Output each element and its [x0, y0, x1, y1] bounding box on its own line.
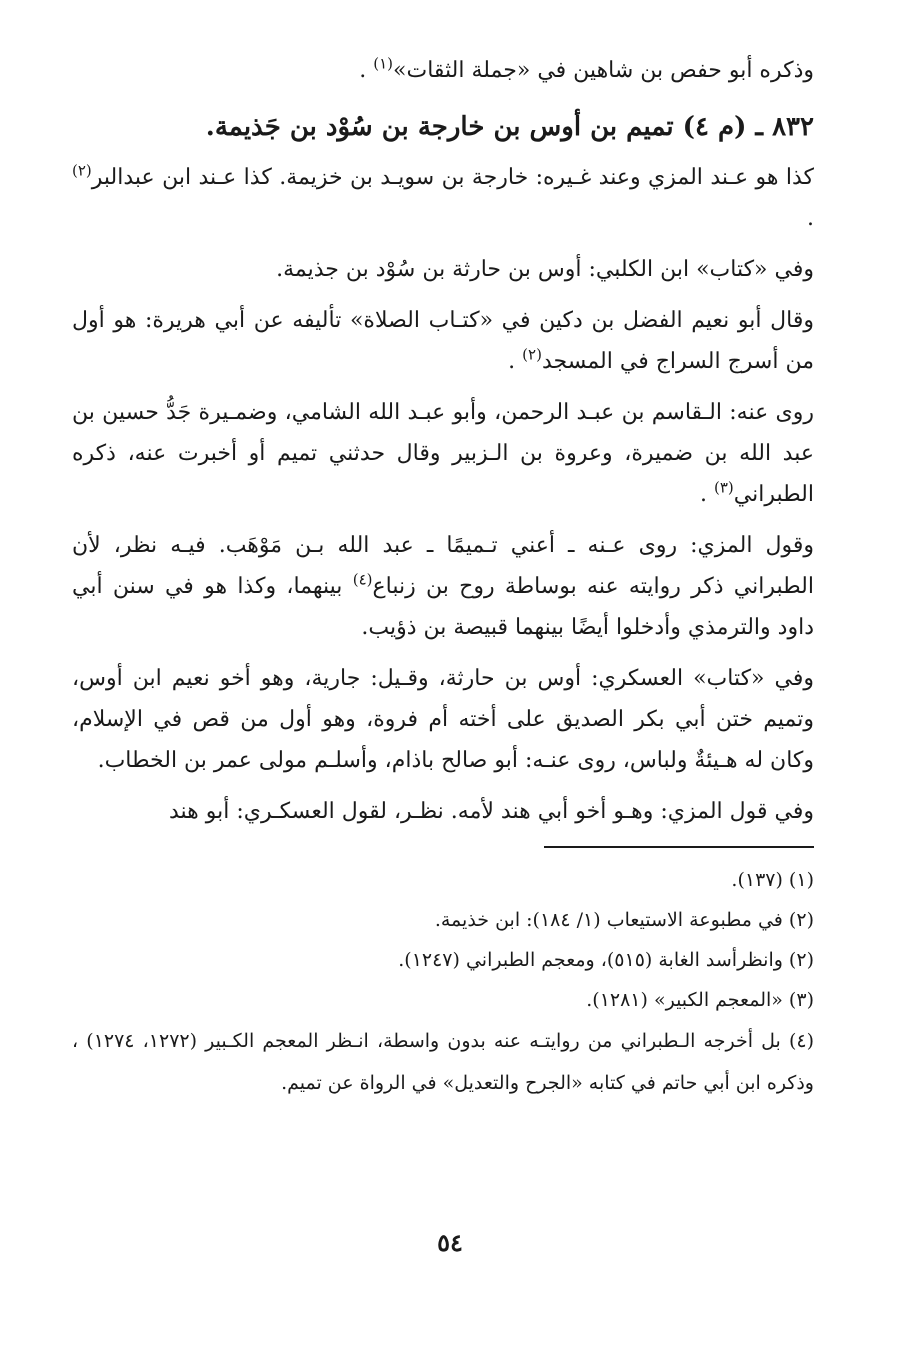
paragraph-3 [72, 300, 814, 382]
paragraph-text: روى عنه: الـقاسم بن عبـد الرحمن، وأبو عبـد الله الشامي، وضمـيرة جَدُّ حسين بن عبد الله بن ضميرة، وعروة بن الـزبير وقال حدثني تميم أو أخبرت عنه، ذكره الطبراني [72, 400, 814, 507]
paragraph-text: وذكره أبو حفص بن شاهين في «جملة الثقات» [393, 58, 814, 83]
footnote-ref[interactable]: (٢) [522, 345, 542, 364]
page-body [72, 50, 814, 1104]
paragraph-1 [72, 157, 814, 239]
paragraph-6 [72, 658, 814, 781]
footnote-ref[interactable]: (٤) [352, 570, 373, 589]
paragraph-2 [72, 249, 814, 290]
footnote-3: (٣) «المعجم الكبير» (١٢٨١). [586, 989, 814, 1011]
paragraph-intro [72, 50, 814, 91]
paragraph-tail: . [508, 349, 523, 374]
paragraph-text: وقول المزي: روى عـنه ـ أعني تـميمًا ـ عبد الله بـن مَوْهَب. فيـه نظر، لأن الطبراني ذكر روايته عنه بوساطة روح بن زنباع [72, 533, 814, 599]
footnotes [72, 860, 814, 1104]
paragraph-text: وفي «كتاب» ابن الكلبي: أوس بن حارثة بن سُوْد بن جذيمة. [276, 257, 814, 282]
paragraph-5 [72, 525, 814, 648]
footnote-divider [544, 846, 814, 848]
paragraph-text: وقال أبو نعيم الفضل بن دكين في «كتـاب الصلاة» تأليفه عن أبي هريرة: هو أول من أسرج السراج في المسجد [72, 308, 814, 374]
paragraph-text: وفي قول المزي: وهـو أخو أبي هند لأمه. نظـر، لقول العسكـري: أبو هند [168, 799, 814, 824]
footnote-2: (٢) في مطبوعة الاستيعاب (١/ ١٨٤): ابن خذيمة. [434, 909, 814, 931]
paragraph-tail: . [700, 482, 714, 507]
footnote-ref[interactable]: (١) [373, 54, 394, 73]
footnote-2b: (٢) وانظرأسد الغابة (٥١٥)، ومعجم الطبراني (١٢٤٧). [398, 949, 814, 971]
footnote-4: (٤) بل أخرجه الـطبراني من روايتـه عنه بدون واسطة، انـظر المعجم الكـبير (١٢٧٢، ١٢٧٤) ، وذكره ابن أبي حاتم في كتابه «الجرح والتعديل» في الرواة عن تميم. [72, 1030, 814, 1094]
paragraph-tail: بينهما، وكذا هو في سنن أبي داود والترمذي وأدخلوا أيضًا بينهما قبيصة بن ذؤيب. [72, 574, 814, 640]
paragraph-tail: . [807, 206, 814, 231]
footnote-ref[interactable]: (٢) [72, 161, 92, 180]
paragraph-tail: . [359, 58, 374, 83]
paragraph-7 [72, 791, 814, 832]
entry-heading: ٨٣٢ ـ (م ٤) تميم بن أوس بن خارجة بن سُوْد بن جَذيمة. [205, 112, 814, 142]
paragraph-4 [72, 392, 814, 515]
paragraph-text: كذا هو عـند المزي وعند غـيره: خارجة بن سويـد بن خزيمة. كذا عـند ابن عبدالبر [91, 165, 814, 190]
paragraph-text: وفي «كتاب» العسكري: أوس بن حارثة، وقـيل: جارية، وهو أخو نعيم ابن أوس، وتميم ختن أبي بكر الصديق على أخته أم فروة، وهو أول من قص في الإسلام، وكان له هـيئةٌ ولباس، روى عنـه: أبو صالح باذام، وأسلـم مولى عمر بن الخطاب. [72, 666, 814, 773]
footnote-1: (١) (١٣٧). [731, 869, 814, 891]
page-number: ٥٤ [437, 1228, 463, 1257]
footnote-ref[interactable]: (٣) [714, 478, 734, 497]
